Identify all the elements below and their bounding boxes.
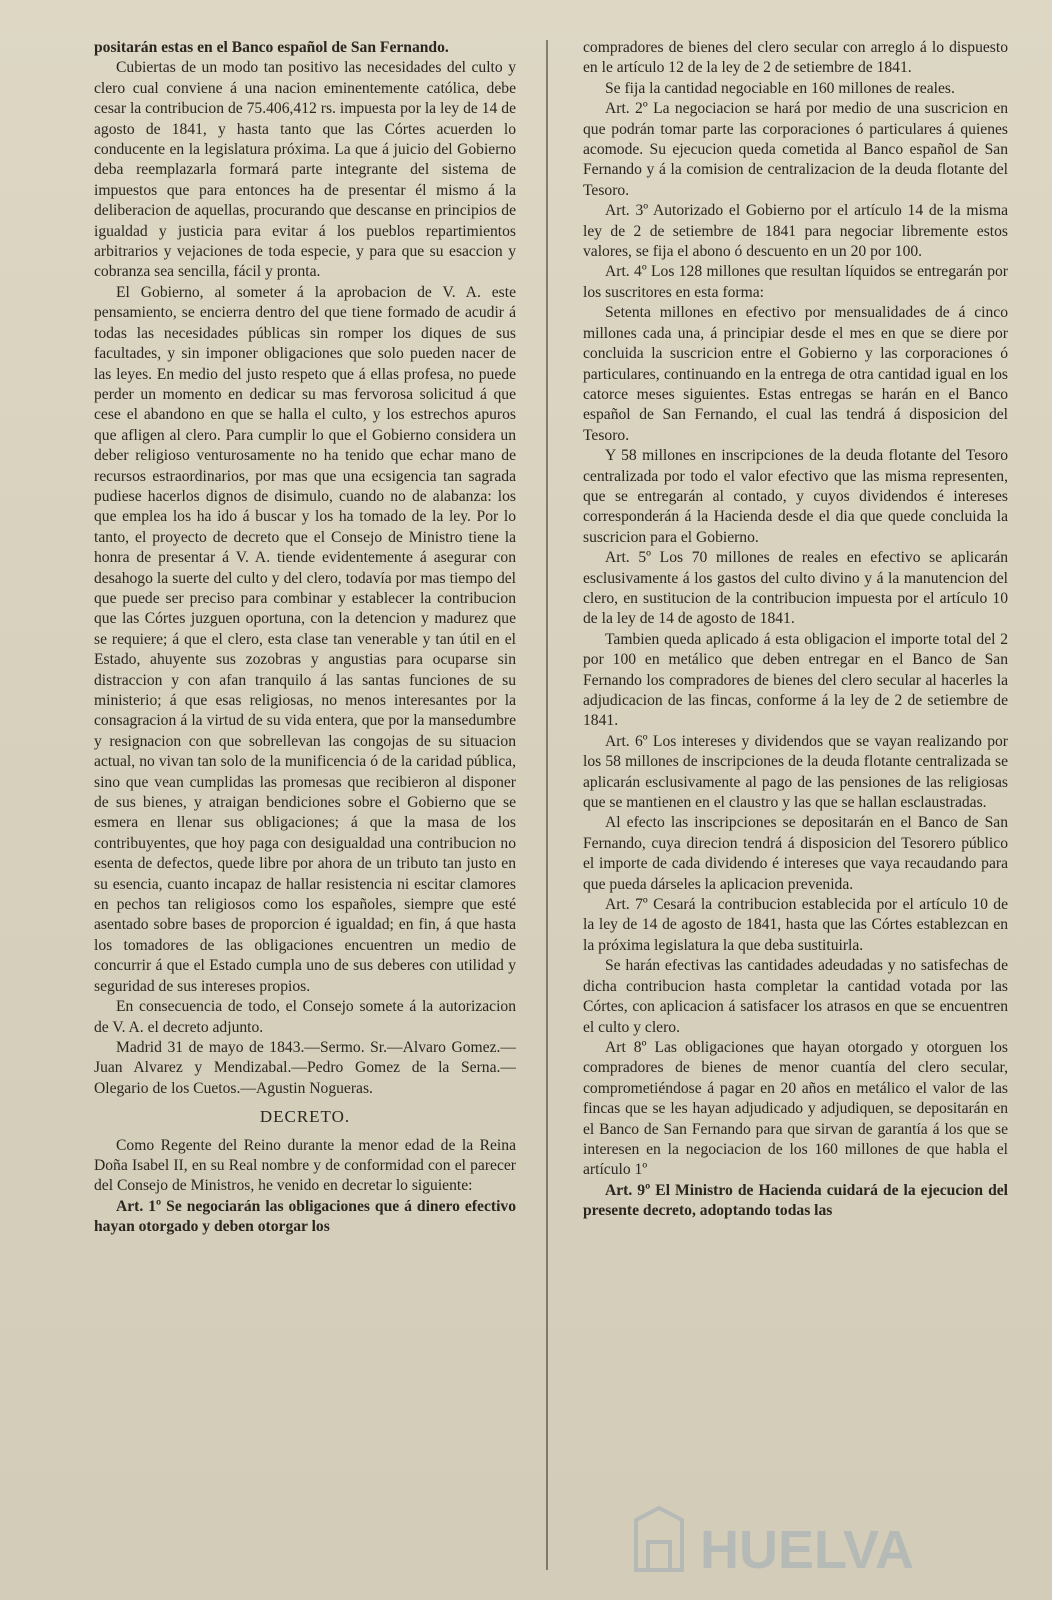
library-watermark xyxy=(630,1500,960,1590)
left-paragraph-2: El Gobierno, al someter á la aprobacion de V. A. este pensamiento, se encierra dentro del que tiene formado de acudir á todas las necesidades públicas sin romper los diques de sus facultades, y sin imponer obligaciones que solo pueden nacer de las leyes. En medio del justo respeto que á ellas profesa, no puede perder un momento en dedicar su mas fervorosa solicitud á que cese el abandono en que se halla el culto, y los estrechos apuros que afligen al clero. Para cumplir lo que el Gobierno considera un deber religioso venturosamente no ha tenido que echar mano de recursos estraordinarios, por mas que una ecsigencia tan sagrada pudiese hacerlos dignos de disimulo, cuando no de alabanza: los que emplea los ha ido á buscar y los ha tomado de la ley. Por lo tanto, el proyecto de decreto que el Consejo de Ministro tiene la honra de presentar á V. A. tiende evidentemente á asegurar con desahogo la suerte del culto y del clero, todavía por mas tiempo del que puede ser preciso para combinar y establecer la contribucion que las Córtes juzguen oportuna, con la detencion y madurez que se requiere; á que el clero, esta clase tan venerable y tan útil en el Estado, ahuyente sus zozobras y angustias para ocuparse sin distraccion y con afan tranquilo á las santas funciones de su ministerio; á que esas religiosas, no menos interesantes por la consagracion á la virtud de su vida entera, que por la mansedumbre y resignacion con que sobrellevan las congojas de su situacion actual, no vivan tan solo de la munificencia ó de la caridad pública, sino que vean cumplidas las promesas que recibieron al disponer de sus bienes, y atraigan bendiciones sobre el Gobierno que se esmera en llenar sus obligaciones; á que la masa de los contribuyentes, que hoy paga con desigualdad una contribucion no esenta de defectos, quede libre por ahora de un tributo tan justo en su esencia, cuanto incapaz de hallar resistencia ni escitar clamores en pechos tan religiosos como los españoles, siempre que esté asentado sobre bases de proporcion é igualdad; en fin, á que hasta los tomadores de las obligaciones encuentren un medio de concurrir á que el Estado cumpla uno de sus deberes con utilidad y seguridad de sus intereses propios. xyxy=(94,283,516,995)
right-paragraph-0: compradores de bienes del clero secular con arreglo á lo dispuesto en le artículo 12 de la ley de 2 de setiembre de 1841. xyxy=(583,39,1008,77)
library-stamp-icon xyxy=(630,1500,960,1590)
left-column xyxy=(94,38,516,1238)
right-paragraph-6: Y 58 millones en inscripciones de la deuda flotante del Tesoro centralizada por todo el valor efectivo que las misma representen, que se entregarán al contado, y cuyos dividendos é intereses corresponderán á la Hacienda desde el dia que quede concluida la suscricion para el Gobierno. xyxy=(583,447,1008,546)
left-paragraph-3: En consecuencia de todo, el Consejo somete á la autorizacion de V. A. el decreto adjunto. xyxy=(94,998,516,1036)
right-paragraph-9: Art. 6º Los intereses y dividendos que se vayan realizando por los 58 millones de inscripciones de la deuda flotante centralizada se aplicarán esclusivamente al pago de las pensiones de las religiosas que se mantienen en el claustro y las que se hallan esclaustradas. xyxy=(583,732,1008,812)
left-paragraph-0: positarán estas en el Banco español de San Fernando. xyxy=(94,39,449,56)
right-paragraph-2: Art. 2º La negociacion se hará por medio de una suscricion en que podrán tomar parte las corporaciones ó particulares á quienes acomode. Su ejecucion queda cometida al Banco español de San Fernando y á la comision de centralizacion de la deuda flotante del Tesoro. xyxy=(583,100,1008,199)
left-paragraph-4: Madrid 31 de mayo de 1843.—Sermo. Sr.—Alvaro Gomez.—Juan Alvarez y Mendizabal.—Pedro Gomez de la Serna.—Olegario de los Cuetos.—Agustin Nogueras. xyxy=(94,1038,516,1097)
decree-heading: DECRETO. xyxy=(259,1107,351,1127)
right-paragraph-12: Se harán efectivas las cantidades adeudadas y no satisfechas de dicha contribucion hasta completar la cantidad votada por las Córtes, con aplicacion á satisfacer los atrasos en que se encuentren el culto y clero. xyxy=(583,957,1008,1036)
right-paragraph-10: Al efecto las inscripciones se depositarán en el Banco de San Fernando, cuya direcion tendrá á disposicion del Tesorero público el importe de cada dividendo é intereses que vaya recaudando para que pueda dárseles la aplicacion prevenida. xyxy=(583,814,1008,893)
right-paragraph-1: Se fija la cantidad negociable en 160 millones de reales. xyxy=(605,79,955,97)
left-paragraph-1: Cubiertas de un modo tan positivo las necesidades del culto y clero cual conviene á una nacion eminentemente católica, debe cesar la contribucion de 75.406,412 rs. impuesta por la ley de 14 de agosto de 1841, y hasta tanto que las Córtes acuerden lo conducente en la legislatura próxima. La que á juicio del Gobierno deba reemplazarla formará parte integrante del sistema de impuestos que para entonces ha de presentar él mismo á la deliberacion de aquellas, procurando que descanse en principios de igualdad y justicia para evitar á los pueblos repartimientos arbitrarios y vejaciones de toda especie, y para que su esaccion y cobranza sea sencilla, fácil y pronta. xyxy=(94,59,516,281)
right-paragraph-4: Art. 4º Los 128 millones que resultan líquidos se entregarán por los suscritores en esta forma: xyxy=(583,263,1008,301)
right-paragraph-7: Art. 5º Los 70 millones de reales en efectivo se aplicarán esclusivamente á los gastos del culto divino y á la manutencion del clero, en sustitucion de la contribucion impuesta por el artículo 10 de la ley de 14 de agosto de 1841. xyxy=(583,549,1008,628)
right-paragraph-11: Art. 7º Cesará la contribucion establecida por el artículo 10 de la ley de 14 de agosto de 1841, hasta que las Córtes establezcan en la próxima legislatura la que deba sustituirla. xyxy=(583,896,1008,954)
watermark-text: HUELVA xyxy=(700,1520,914,1580)
decree-paragraph-1: Art. 1º Se negociarán las obligaciones que á dinero efectivo hayan otorgado y deben otorgar los xyxy=(94,1197,516,1236)
column-divider xyxy=(546,40,548,1570)
decree-paragraph-0: Como Regente del Reino durante la menor edad de la Reina Doña Isabel II, en su Real nombre y de conformidad con el parecer del Consejo de Ministros, he venido en decretar lo siguiente: xyxy=(94,1136,516,1195)
right-column xyxy=(583,38,1008,1222)
right-paragraph-3: Art. 3º Autorizado el Gobierno por el artículo 14 de la misma ley de 2 de setiembre de 1841 para negociar libremente estos valores, se fija el abono ó descuento en un 20 por 100. xyxy=(583,202,1008,261)
right-paragraph-8: Tambien queda aplicado á esta obligacion el importe total del 2 por 100 en metálico que deben entregar en el Banco de San Fernando los compradores de bienes del clero secular al hacerles la adjudicacion de las fincas, conforme á la ley de 2 de setiembre de 1841. xyxy=(583,630,1008,730)
right-paragraph-5: Setenta millones en efectivo por mensualidades de á cinco millones cada una, á principiar desde el mes en que se diere por concluida la suscricion entre el Gobierno y las corporaciones ó particulares, continuando en la entrega de otra cantidad igual en los catorce meses siguientes. Estas entregas se harán en el Banco español de San Fernando, el cual las tendrá á disposicion del Tesoro. xyxy=(583,304,1008,444)
right-paragraph-14: Art. 9º El Ministro de Hacienda cuidará de la ejecucion del presente decreto, adoptando todas las xyxy=(583,1181,1008,1220)
right-paragraph-13: Art 8º Las obligaciones que hayan otorgado y otorguen los compradores de bienes de menor cuantía del clero secular, comprometiéndose á pagar en 20 años en metálico el valor de las fincas que se les hayan adjudicado y adjudiquen, se depositarán en el Banco de San Fernando para que sirvan de garantía á los que se interesen en la negociacion de los 160 millones de que habla el artículo 1º xyxy=(583,1038,1008,1179)
